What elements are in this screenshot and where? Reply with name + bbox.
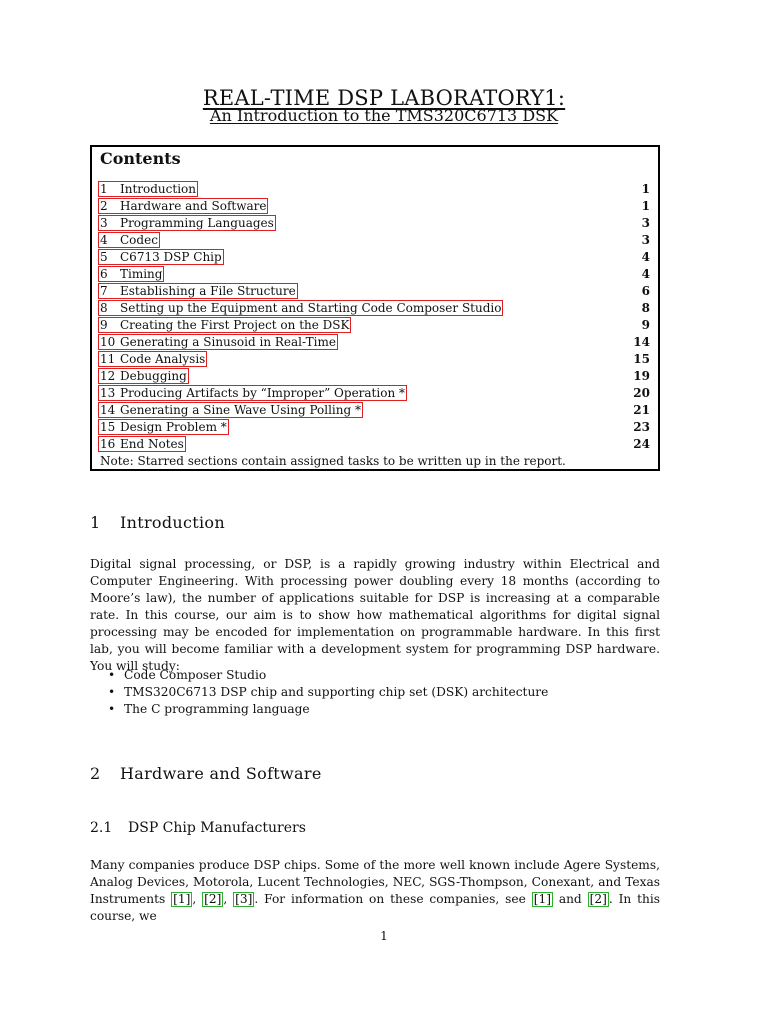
toc-entry bbox=[98, 385, 650, 402]
toc-link[interactable] bbox=[98, 419, 229, 435]
toc-entry-number: 2 bbox=[100, 199, 108, 213]
toc-link[interactable] bbox=[98, 215, 276, 231]
toc-entry bbox=[98, 266, 650, 283]
table-of-contents bbox=[90, 145, 660, 471]
citation-link[interactable]: [2] bbox=[204, 892, 222, 906]
toc-entry-number: 8 bbox=[100, 301, 108, 315]
section-heading-introduction: 1 Introduction bbox=[90, 513, 225, 532]
toc-entry-page: 1 bbox=[641, 199, 650, 213]
toc-entry-label: Establishing a File Structure bbox=[120, 284, 296, 298]
toc-entry bbox=[98, 334, 650, 351]
toc-entry-page: 21 bbox=[633, 403, 650, 417]
toc-entry-number: 13 bbox=[100, 386, 116, 400]
toc-entry-page: 19 bbox=[633, 369, 650, 383]
toc-entry-number: 12 bbox=[100, 369, 116, 383]
list-item: • TMS320C6713 DSP chip and supporting chip set (DSK) architecture bbox=[108, 684, 548, 701]
toc-entry-number: 7 bbox=[100, 284, 108, 298]
toc-entry-label: Codec bbox=[120, 233, 158, 247]
toc-link[interactable] bbox=[98, 300, 503, 316]
toc-entry-label: Creating the First Project on the DSK bbox=[120, 318, 350, 332]
toc-entry-number: 14 bbox=[100, 403, 116, 417]
toc-entry-number: 5 bbox=[100, 250, 108, 264]
toc-entry-number: 15 bbox=[100, 420, 116, 434]
toc-entry-number: 11 bbox=[100, 352, 116, 366]
toc-link[interactable] bbox=[98, 385, 407, 401]
toc-note: Note: Starred sections contain assigned tasks to be written up in the report. bbox=[100, 454, 566, 468]
toc-entry-page: 6 bbox=[641, 284, 650, 298]
toc-entry bbox=[98, 368, 650, 385]
subsection-heading-dsp-chip-manufacturers: 2.1 DSP Chip Manufacturers bbox=[90, 820, 306, 836]
toc-link[interactable] bbox=[98, 436, 186, 452]
toc-entry-page: 20 bbox=[633, 386, 650, 400]
toc-entry bbox=[98, 215, 650, 232]
toc-entry bbox=[98, 283, 650, 300]
toc-link[interactable] bbox=[98, 249, 224, 265]
toc-entry-label: Debugging bbox=[120, 369, 187, 383]
toc-entry-label: Producing Artifacts by “Improper” Operation * bbox=[120, 386, 405, 400]
toc-entry-label: Generating a Sinusoid in Real-Time bbox=[120, 335, 336, 349]
citation-link[interactable]: [3] bbox=[235, 892, 253, 906]
toc-entry-label: Setting up the Equipment and Starting Code Composer Studio bbox=[120, 301, 502, 315]
toc-entry bbox=[98, 181, 650, 198]
citation-link[interactable]: [1] bbox=[173, 892, 191, 906]
document-subtitle: An Introduction to the TMS320C6713 DSK bbox=[209, 106, 559, 125]
toc-link[interactable] bbox=[98, 283, 298, 299]
toc-entry-number: 10 bbox=[100, 335, 116, 349]
toc-entry-label: Programming Languages bbox=[120, 216, 274, 230]
toc-link[interactable] bbox=[98, 232, 160, 248]
toc-entry-label: Design Problem * bbox=[120, 420, 227, 434]
toc-entry-page: 3 bbox=[641, 216, 650, 230]
toc-entry-page: 8 bbox=[641, 301, 650, 315]
toc-entry-number: 16 bbox=[100, 437, 116, 451]
toc-entry-page: 4 bbox=[641, 267, 650, 281]
section-heading-hardware-software: 2 Hardware and Software bbox=[90, 764, 322, 783]
toc-entry bbox=[98, 402, 650, 419]
toc-entry-label: Introduction bbox=[120, 182, 196, 196]
manufacturers-paragraph: Many companies produce DSP chips. Some of the more well known include Agere Systems, Analog Devices, Motorola, Lucent Technologies, NEC, SGS-Thompson, Conexant, and Texas Instruments [1] , [2] , [3] . For information on these companies, see [1] and [2] . In this course, we bbox=[90, 858, 661, 923]
toc-link[interactable] bbox=[98, 402, 363, 418]
toc-entry-label: Timing bbox=[120, 267, 163, 281]
toc-entry bbox=[98, 436, 650, 453]
citation-link[interactable]: [1] bbox=[533, 892, 551, 906]
study-list bbox=[108, 667, 548, 718]
toc-link[interactable] bbox=[98, 351, 207, 367]
toc-entry-label: End Notes bbox=[120, 437, 184, 451]
toc-entry-page: 9 bbox=[641, 318, 650, 332]
introduction-paragraph: Digital signal processing, or DSP, is a rapidly growing industry within Electrical and Computer Engineering. With processing power doubling every 18 months (according to Moore’s law), the number of applications suitable for DSP is increasing at a comparable rate. In this course, our aim is to show how mathematical algorithms for digital signal processing may be encoded for implementation on programmable hardware. In this first lab, you will become familiar with a development system for programming DSP hardware. You will study: bbox=[90, 557, 660, 673]
toc-entry-number: 9 bbox=[100, 318, 108, 332]
toc-link[interactable] bbox=[98, 368, 189, 384]
document-title: REAL-TIME DSP LABORATORY1: bbox=[202, 86, 566, 110]
page-number: 1 bbox=[380, 929, 388, 943]
toc-entry-number: 3 bbox=[100, 216, 108, 230]
toc-entry-page: 24 bbox=[633, 437, 650, 451]
toc-entry-number: 1 bbox=[100, 182, 108, 196]
toc-entry-label: Code Analysis bbox=[120, 352, 206, 366]
toc-entry-page: 3 bbox=[641, 233, 650, 247]
list-item: • Code Composer Studio bbox=[108, 667, 548, 684]
toc-link[interactable] bbox=[98, 181, 198, 197]
toc-entry-label: Hardware and Software bbox=[120, 199, 267, 213]
toc-entry bbox=[98, 317, 650, 334]
toc-entry-number: 4 bbox=[100, 233, 108, 247]
list-item: • The C programming language bbox=[108, 701, 548, 718]
citation-link[interactable]: [2] bbox=[589, 892, 607, 906]
toc-entry-page: 14 bbox=[633, 335, 650, 349]
toc-entry bbox=[98, 249, 650, 266]
toc-link[interactable] bbox=[98, 334, 338, 350]
toc-entry-number: 6 bbox=[100, 267, 108, 281]
toc-link[interactable] bbox=[98, 266, 164, 282]
toc-entry-page: 15 bbox=[633, 352, 650, 366]
toc-entry-label: Generating a Sine Wave Using Polling * bbox=[120, 403, 361, 417]
toc-link[interactable] bbox=[98, 317, 351, 333]
toc-entry bbox=[98, 300, 650, 317]
toc-entry bbox=[98, 419, 650, 436]
toc-entry-label: C6713 DSP Chip bbox=[120, 250, 222, 264]
toc-link[interactable] bbox=[98, 198, 268, 214]
toc-entry-page: 23 bbox=[633, 420, 650, 434]
toc-entry bbox=[98, 232, 650, 249]
toc-entry bbox=[98, 198, 650, 215]
toc-entry-page: 4 bbox=[641, 250, 650, 264]
toc-entry-page: 1 bbox=[641, 182, 650, 196]
toc-entry bbox=[98, 351, 650, 368]
toc-heading: Contents bbox=[100, 149, 181, 168]
